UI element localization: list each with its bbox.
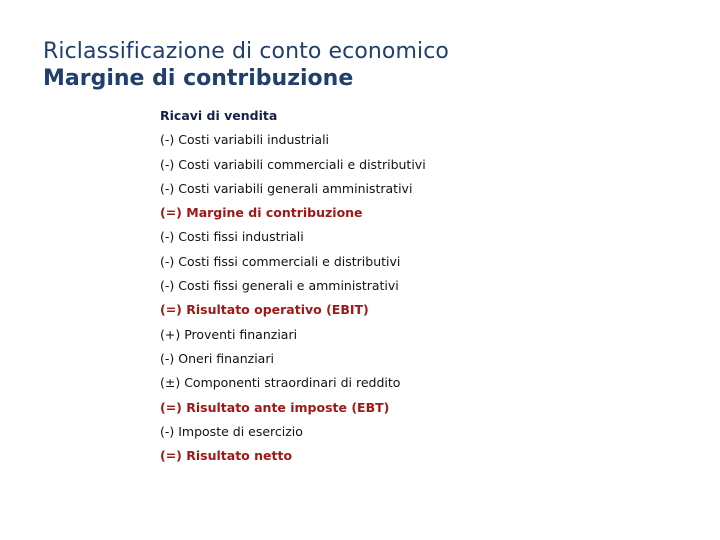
slide-title: Riclassificazione di conto economico xyxy=(43,39,449,64)
list-item-ebt: (=) Risultato ante imposte (EBT) xyxy=(160,399,390,415)
list-item-risultato-netto: (=) Risultato netto xyxy=(160,448,293,464)
slide-subtitle: Margine di contribuzione xyxy=(43,66,354,91)
list-item: (-) Imposte di esercizio xyxy=(160,423,303,439)
income-statement-list xyxy=(160,106,426,470)
list-item: (+) Proventi finanziari xyxy=(160,326,298,342)
list-item: (-) Costi variabili commerciali e distributivi xyxy=(160,156,426,172)
list-item: (±) Componenti straordinari di reddito xyxy=(160,375,401,391)
list-item-ricavi: Ricavi di vendita xyxy=(160,108,278,123)
list-item: (-) Costi fissi generali e amministrativi xyxy=(160,278,399,294)
list-item: (-) Costi fissi commerciali e distributivi xyxy=(160,253,401,269)
list-item: (-) Oneri finanziari xyxy=(160,350,274,366)
list-item: (-) Costi fissi industriali xyxy=(160,229,304,245)
list-item: (-) Costi variabili generali amministrativi xyxy=(160,180,413,196)
list-item: (-) Costi variabili industriali xyxy=(160,132,330,148)
slide-title-block xyxy=(43,38,449,92)
list-item-ebit: (=) Risultato operativo (EBIT) xyxy=(160,302,369,318)
list-item-margine-contribuzione: (=) Margine di contribuzione xyxy=(160,205,363,221)
